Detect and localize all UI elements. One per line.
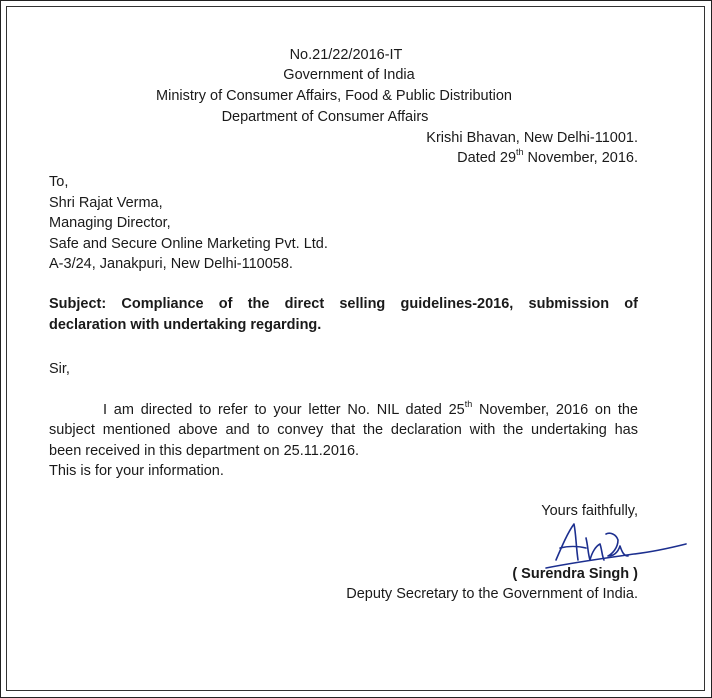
body-line-4: This is for your information. (49, 463, 224, 479)
recipient-title: Managing Director, (49, 215, 171, 231)
body-line-2: subject mentioned above and to convey that the declaration with the undertaking has (49, 422, 638, 438)
reference-number: No.21/22/2016-IT (289, 47, 403, 63)
body-line-3: been received in this department on 25.11.2016. (49, 443, 360, 459)
recipient-name: Shri Rajat Verma, (49, 195, 163, 211)
recipient-company: Safe and Secure Online Marketing Pvt. Ltd. (49, 236, 328, 252)
valediction: Yours faithfully, (541, 503, 638, 519)
subject-line-1: Subject: Compliance of the direct selling guidelines-2016, submission of (49, 296, 638, 312)
signer-name: ( Surendra Singh ) (512, 566, 638, 582)
ministry-line: Ministry of Consumer Affairs, Food & Public Distribution (156, 88, 512, 104)
department-line: Department of Consumer Affairs (221, 109, 429, 125)
handwritten-signature (536, 516, 696, 572)
salutation: Sir, (49, 361, 70, 377)
letter-date: Dated 29th November, 2016. (457, 147, 638, 166)
subject-line-2: declaration with undertaking regarding. (49, 317, 322, 333)
body-line-1: I am directed to refer to your letter No. NIL dated 25th November, 2016 on the (103, 399, 638, 418)
to-label: To, (49, 174, 69, 190)
recipient-address: A-3/24, Janakpuri, New Delhi-110058. (49, 256, 293, 272)
office-address: Krishi Bhavan, New Delhi-11001. (426, 130, 638, 146)
government-line: Government of India (283, 67, 415, 83)
signer-designation: Deputy Secretary to the Government of India. (346, 586, 638, 602)
